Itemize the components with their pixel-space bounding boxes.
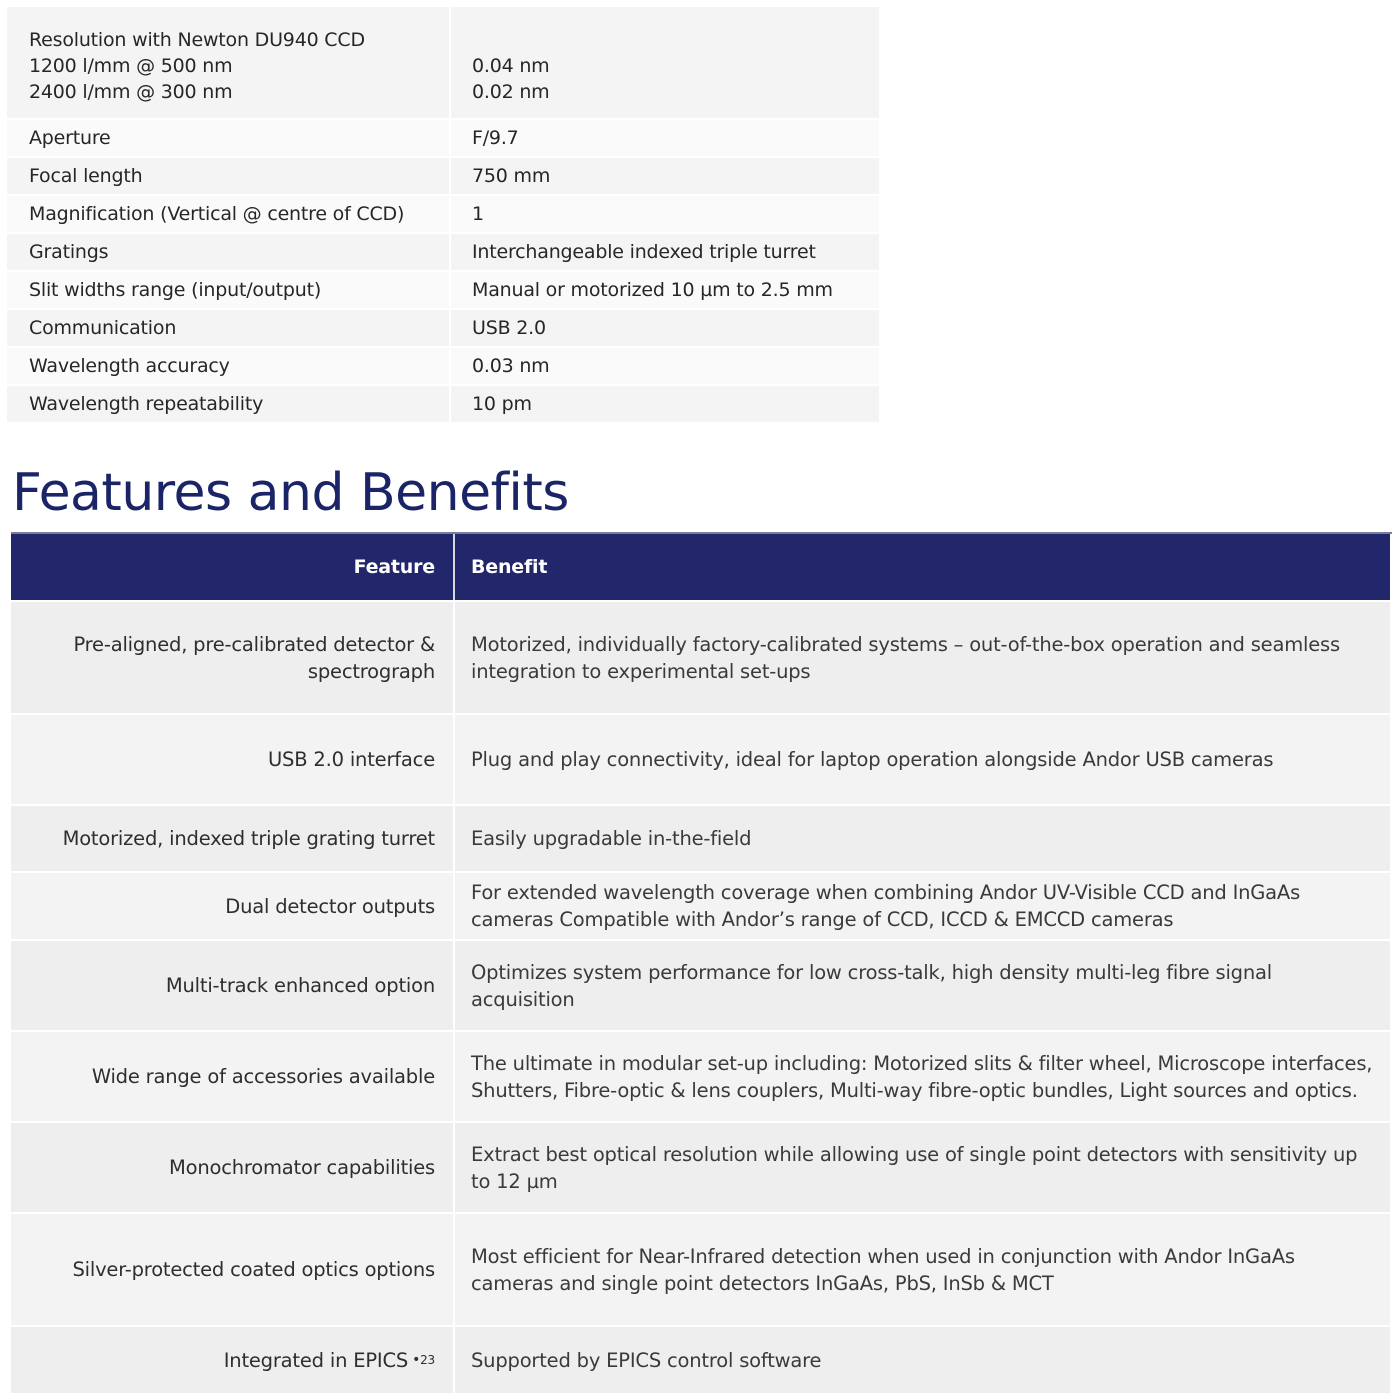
spec-row [7,386,879,424]
spec-label-line: 2400 l/mm @ 300 nm [29,81,233,103]
spec-label: Wavelength accuracy [7,348,451,384]
spec-value: Manual or motorized 10 µm to 2.5 mm [451,272,879,308]
spec-row [7,234,879,272]
spec-value: 0.03 nm [451,348,879,384]
feature-text: Integrated in EPICS [223,1348,409,1372]
table-row [11,1214,1392,1327]
feature-cell: Silver-protected coated optics options [11,1214,455,1325]
spec-row [7,348,879,386]
section-title: Features and Benefits [12,463,569,523]
spec-value: 1 [451,196,879,232]
spec-row [7,272,879,310]
spec-value: F/9.7 [451,120,879,156]
spec-label [7,7,451,118]
feature-cell: Multi-track enhanced option [11,941,455,1030]
table-row [11,1327,1392,1393]
spec-row [7,196,879,234]
feature-cell: Dual detector outputs [11,873,455,939]
benefit-cell: Most efficient for Near-Infrared detection when used in conjunction with Andor InGaAs cameras and single point detectors InGaAs, PbS, InSb & MCT [455,1214,1390,1325]
spec-label: Communication [7,310,451,346]
spec-value: 10 pm [451,386,879,422]
spec-value: 750 mm [451,158,879,194]
benefit-cell: Supported by EPICS control software [455,1327,1390,1393]
table-row [11,1123,1392,1214]
spec-row-resolution [7,7,879,120]
spec-label: Focal length [7,158,451,194]
benefit-cell: For extended wavelength coverage when combining Andor UV-Visible CCD and InGaAs cameras Compatible with Andor’s range of CCD, ICCD & EMCCD cameras [455,873,1390,939]
table-row [11,1032,1392,1123]
spec-row [7,310,879,348]
benefit-cell: Extract best optical resolution while allowing use of single point detectors with sensitivity up to 12 µm [455,1123,1390,1212]
benefit-cell: Easily upgradable in-the-field [455,806,1390,871]
spec-label: Slit widths range (input/output) [7,272,451,308]
spec-value: Interchangeable indexed triple turret [451,234,879,270]
feature-cell: Wide range of accessories available [11,1032,455,1121]
table-header-row [11,532,1392,602]
feature-cell: USB 2.0 interface [11,715,455,804]
features-table [11,532,1392,1393]
benefit-cell: Motorized, individually factory-calibrated systems – out-of-the-box operation and seamless integration to experimental set-ups [455,602,1390,713]
table-row [11,806,1392,873]
spec-label: Magnification (Vertical @ centre of CCD) [7,196,451,232]
bullet-icon: • [412,1352,421,1368]
benefit-cell: Optimizes system performance for low cross-talk, high density multi-leg fibre signal acquisition [455,941,1390,1030]
feature-cell: Motorized, indexed triple grating turret [11,806,455,871]
feature-cell: Monochromator capabilities [11,1123,455,1212]
specifications-table [7,7,879,424]
table-row [11,602,1392,715]
feature-cell [11,602,455,713]
benefit-cell: The ultimate in modular set-up including: Motorized slits & filter wheel, Microscope interfaces, Shutters, Fibre-optic & lens couplers, Multi-way fibre-optic bundles, Light sources and optics. [455,1032,1390,1121]
table-row [11,873,1392,941]
benefit-cell: Plug and play connectivity, ideal for laptop operation alongside Andor USB cameras [455,715,1390,804]
table-row [11,941,1392,1032]
spec-value: USB 2.0 [451,310,879,346]
spec-label-line: 1200 l/mm @ 500 nm [29,55,233,77]
column-header-benefit: Benefit [455,534,1390,600]
spec-label: Aperture [7,120,451,156]
spec-row [7,120,879,158]
table-row [11,715,1392,806]
footnote-number: 23 [420,1353,435,1367]
spec-value [451,7,879,118]
column-header-feature: Feature [11,534,455,600]
spec-label-line: Resolution with Newton DU940 CCD [29,29,365,51]
feature-text: Pre-aligned, pre-calibrated detector & spectrograph [73,632,435,683]
spec-row [7,158,879,196]
feature-cell [11,1327,455,1393]
spec-label: Wavelength repeatability [7,386,451,422]
spec-value-line: 0.02 nm [472,81,550,103]
spec-label: Gratings [7,234,451,270]
spec-value-line: 0.04 nm [472,55,550,77]
